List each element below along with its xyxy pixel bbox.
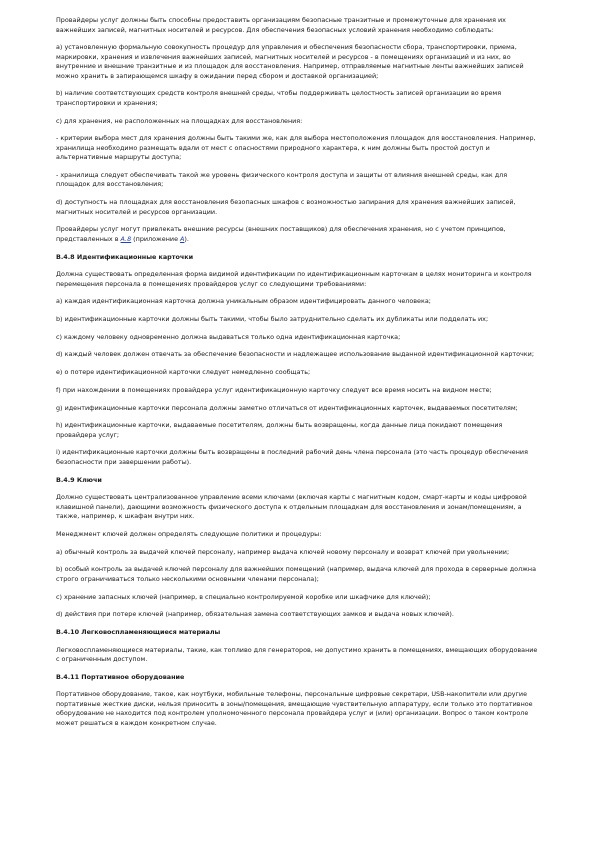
paragraph: - хранилища следует обеспечивать такой же уровень физического контроля доступа и защиты от влияния внешней среды, как для площадок для восстановления; <box>56 170 508 189</box>
paragraph: i) идентификационные карточки должны быть возвращены в последний рабочий день члена персонала (это часть процедур обеспечения безопасности при завершении работы). <box>56 448 528 466</box>
paragraph: h) идентификационные карточки, выдаваемые посетителям, должны быть возвращены, когда данные лица покидают помещения провайдера услуг; <box>56 421 503 439</box>
paragraph: c) для хранения, не расположенных на площадках для восстановления: <box>56 116 303 125</box>
cross-reference-link[interactable]: A.8 <box>120 234 132 243</box>
section-heading: B.4.10 Легковоспламеняющиеся материалы <box>56 627 221 636</box>
paragraph: b) наличие соответствующих средств контроля внешней среды, чтобы поддерживать целостность записей организации во время транспортировки и хранения; <box>56 89 502 107</box>
paragraph: g) идентификационные карточки персонала должны заметно отличаться от идентификационных карточек, выдаваемых посетителям; <box>56 403 518 412</box>
paragraph: c) каждому человеку одновременно должна выдаваться только одна идентификационная карточка; <box>56 332 401 341</box>
paragraph: c) хранение запасных ключей (например, в специально контролируемой коробке или шкафчике для ключей); <box>56 592 431 601</box>
paragraph: Провайдеры услуг должны быть способны предоставить организациям безопасные транзитные и промежуточные для хранения их важнейших записей, магнитных носителей и ресурсов. Для обеспечения безопасных условий хранения необходимо соблюдать: <box>56 16 506 34</box>
paragraph-with-links: Провайдеры услуг могут привлекать внешние ресурсы (внешних поставщиков) для обеспечения хранения, но с учетом принципов, представленных в A.8 (приложение A). <box>56 225 506 243</box>
section-heading: B.4.9 Ключи <box>56 475 102 484</box>
paragraph: d) действия при потере ключей (например, обязательная замена соответствующих замков и выдача новых ключей). <box>56 610 454 619</box>
cross-reference-link[interactable]: A <box>180 234 185 243</box>
paragraph: Должно существовать централизованное управление всеми ключами (включая карты с магнитным кодом, смарт-карты и коды цифровой клавишной панели), дающими возможность физического доступа к отдельным площадкам для восстановления и зонам/помещениям, а также, например, к шкафам внутри них. <box>56 493 527 521</box>
paragraph: - критерии выбора мест для хранения должны быть такими же, как для выбора местоположения площадок для восстановления. Например, хранилища необходимо размещать вдали от мест с опасностями природного характера, к ним должны быть простой доступ и альтернативные маршруты доступа; <box>56 134 536 162</box>
paragraph: a) установленную формальную совокупность процедур для управления и обеспечения безопасности сбора, транспортировки, приема, маркировки, хранения и извлечения важнейших записей, магнитных носителей и ресурсов - в помещениях организаций и из них, во внутренние и внешние транзитные и из площадок для восстановления. Например, отправляемые магнитные ленты важнейших записей можно хранить в запирающемся шкафу в ожидании перед сбором и доставкой организацией; <box>56 43 524 80</box>
paragraph: e) о потере идентификационной карточки следует немедленно сообщать; <box>56 368 311 377</box>
paragraph: d) каждый человек должен отвечать за обеспечение безопасности и надлежащее использование выданной идентификационной карточки; <box>56 350 534 359</box>
paragraph: a) каждая идентификационная карточка должна уникальным образом идентифицировать данного человека; <box>56 297 431 306</box>
paragraph: Менеджмент ключей должен определять следующие политики и процедуры: <box>56 529 322 538</box>
section-heading: B.4.11 Портативное оборудование <box>56 672 185 681</box>
paragraph: d) доступность на площадках для восстановления безопасных шкафов с возможностью запирания для хранения важнейших записей, магнитных носителей и ресурсов организации. <box>56 198 516 216</box>
paragraph: f) при нахождении в помещениях провайдера услуг идентификационную карточку следует все время носить на видном месте; <box>56 385 492 394</box>
paragraph: Легковоспламеняющиеся материалы, такие, как топливо для генераторов, не допустимо хранить в помещениях, вмещающих оборудование с ограниченным доступом. <box>56 645 538 664</box>
paragraph: a) обычный контроль за выдачей ключей персоналу, например выдача ключей новому персоналу и возврат ключей при увольнении; <box>56 547 510 556</box>
paragraph: Портативное оборудование, такое, как ноутбуки, мобильные телефоны, персональные цифровые секретари, USB-накопители или другие портативные жесткие диски, нельзя приносить в зоны/помещения, вмещающие чувствительную аппаратуру, если только это портативное оборудование не находится под контролем уполномоченного персонала провайдера услуг и (или) организации. Вопрос о таком контроле может решаться в каждом конкретном случае. <box>56 690 533 727</box>
paragraph: Должна существовать определенная форма видимой идентификации по идентификационным карточкам в целях мониторинга и контроля перемещения персонала в помещениях провайдеров услуг со следующими требованиями: <box>56 270 532 288</box>
section-heading: B.4.8 Идентификационные карточки <box>56 252 194 261</box>
paragraph: b) идентификационные карточки должны быть такими, чтобы было затруднительно сделать их дубликаты или подделать их; <box>56 315 489 324</box>
paragraph: b) особый контроль за выдачей ключей персоналу для важнейших помещений (например, выдача ключей для прохода в серверные должна строго ограничиваться только несколькими основными членами персонала); <box>56 565 537 583</box>
